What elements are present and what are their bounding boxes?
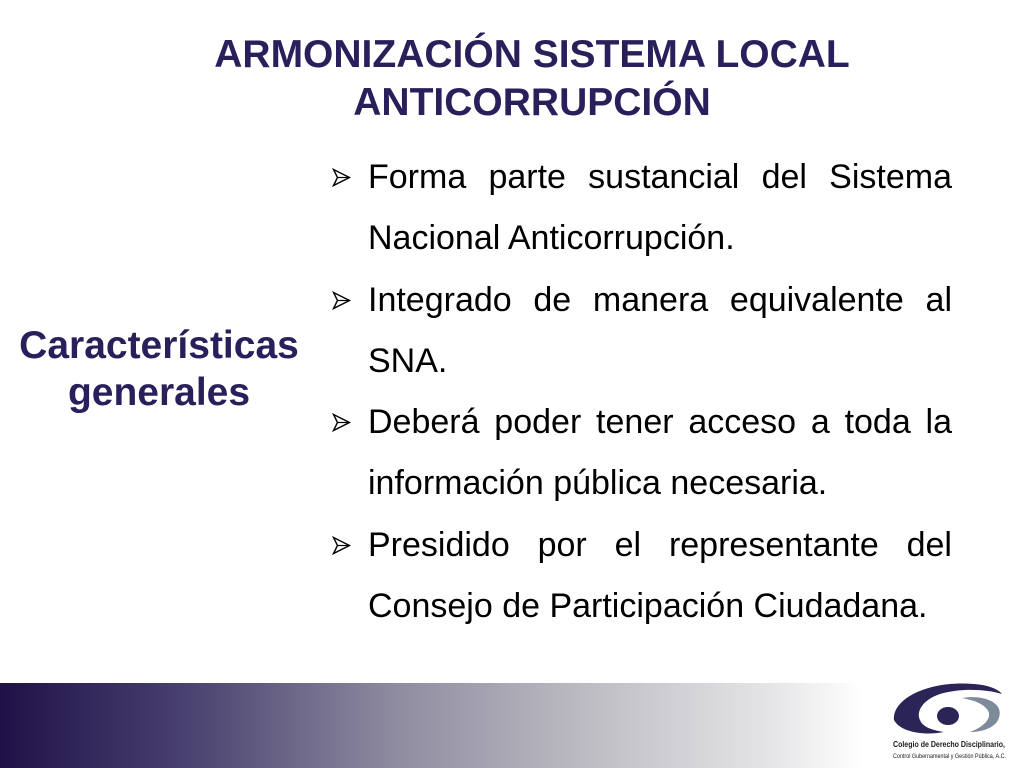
logo-name-line-1: Colegio de Derecho Disciplinario,: [893, 739, 1005, 749]
bullet-item: [368, 515, 952, 638]
bullet-item: [368, 392, 952, 515]
bullet-item: [368, 147, 952, 270]
logo-name-line-2: Control Gubernamental y Gestión Pública, A.C.: [893, 753, 1007, 760]
slide-title-line-2: ANTICORRUPCIÓN: [353, 81, 711, 124]
side-heading-line-1: Características: [19, 324, 299, 367]
bullet-text: Integrado de manera equivalente al SNA.: [368, 280, 952, 380]
bullet-text: Presidido por el representante del Consejo de Participación Ciudadana.: [368, 525, 952, 626]
slide-title: [40, 31, 1024, 127]
side-heading-line-2: generales: [67, 371, 251, 414]
arrowhead-bullet-icon: [332, 291, 351, 310]
logo-name: [890, 736, 1014, 762]
bullet-item: [368, 270, 952, 393]
bullet-list: [368, 147, 952, 637]
slide-title-line-1: ARMONIZACIÓN SISTEMA LOCAL: [214, 33, 850, 76]
footer-gradient-bar: [0, 683, 862, 768]
arrowhead-bullet-icon: [332, 413, 351, 432]
side-heading: [0, 322, 318, 416]
bullet-text: Forma parte sustancial del Sistema Nacional Anticorrupción.: [368, 158, 952, 258]
bullet-text: Deberá poder tener acceso a toda la información pública necesaria.: [368, 403, 952, 503]
arrowhead-bullet-icon: [332, 536, 351, 555]
college-emblem-icon: [890, 676, 1010, 738]
arrowhead-bullet-icon: [332, 168, 351, 187]
